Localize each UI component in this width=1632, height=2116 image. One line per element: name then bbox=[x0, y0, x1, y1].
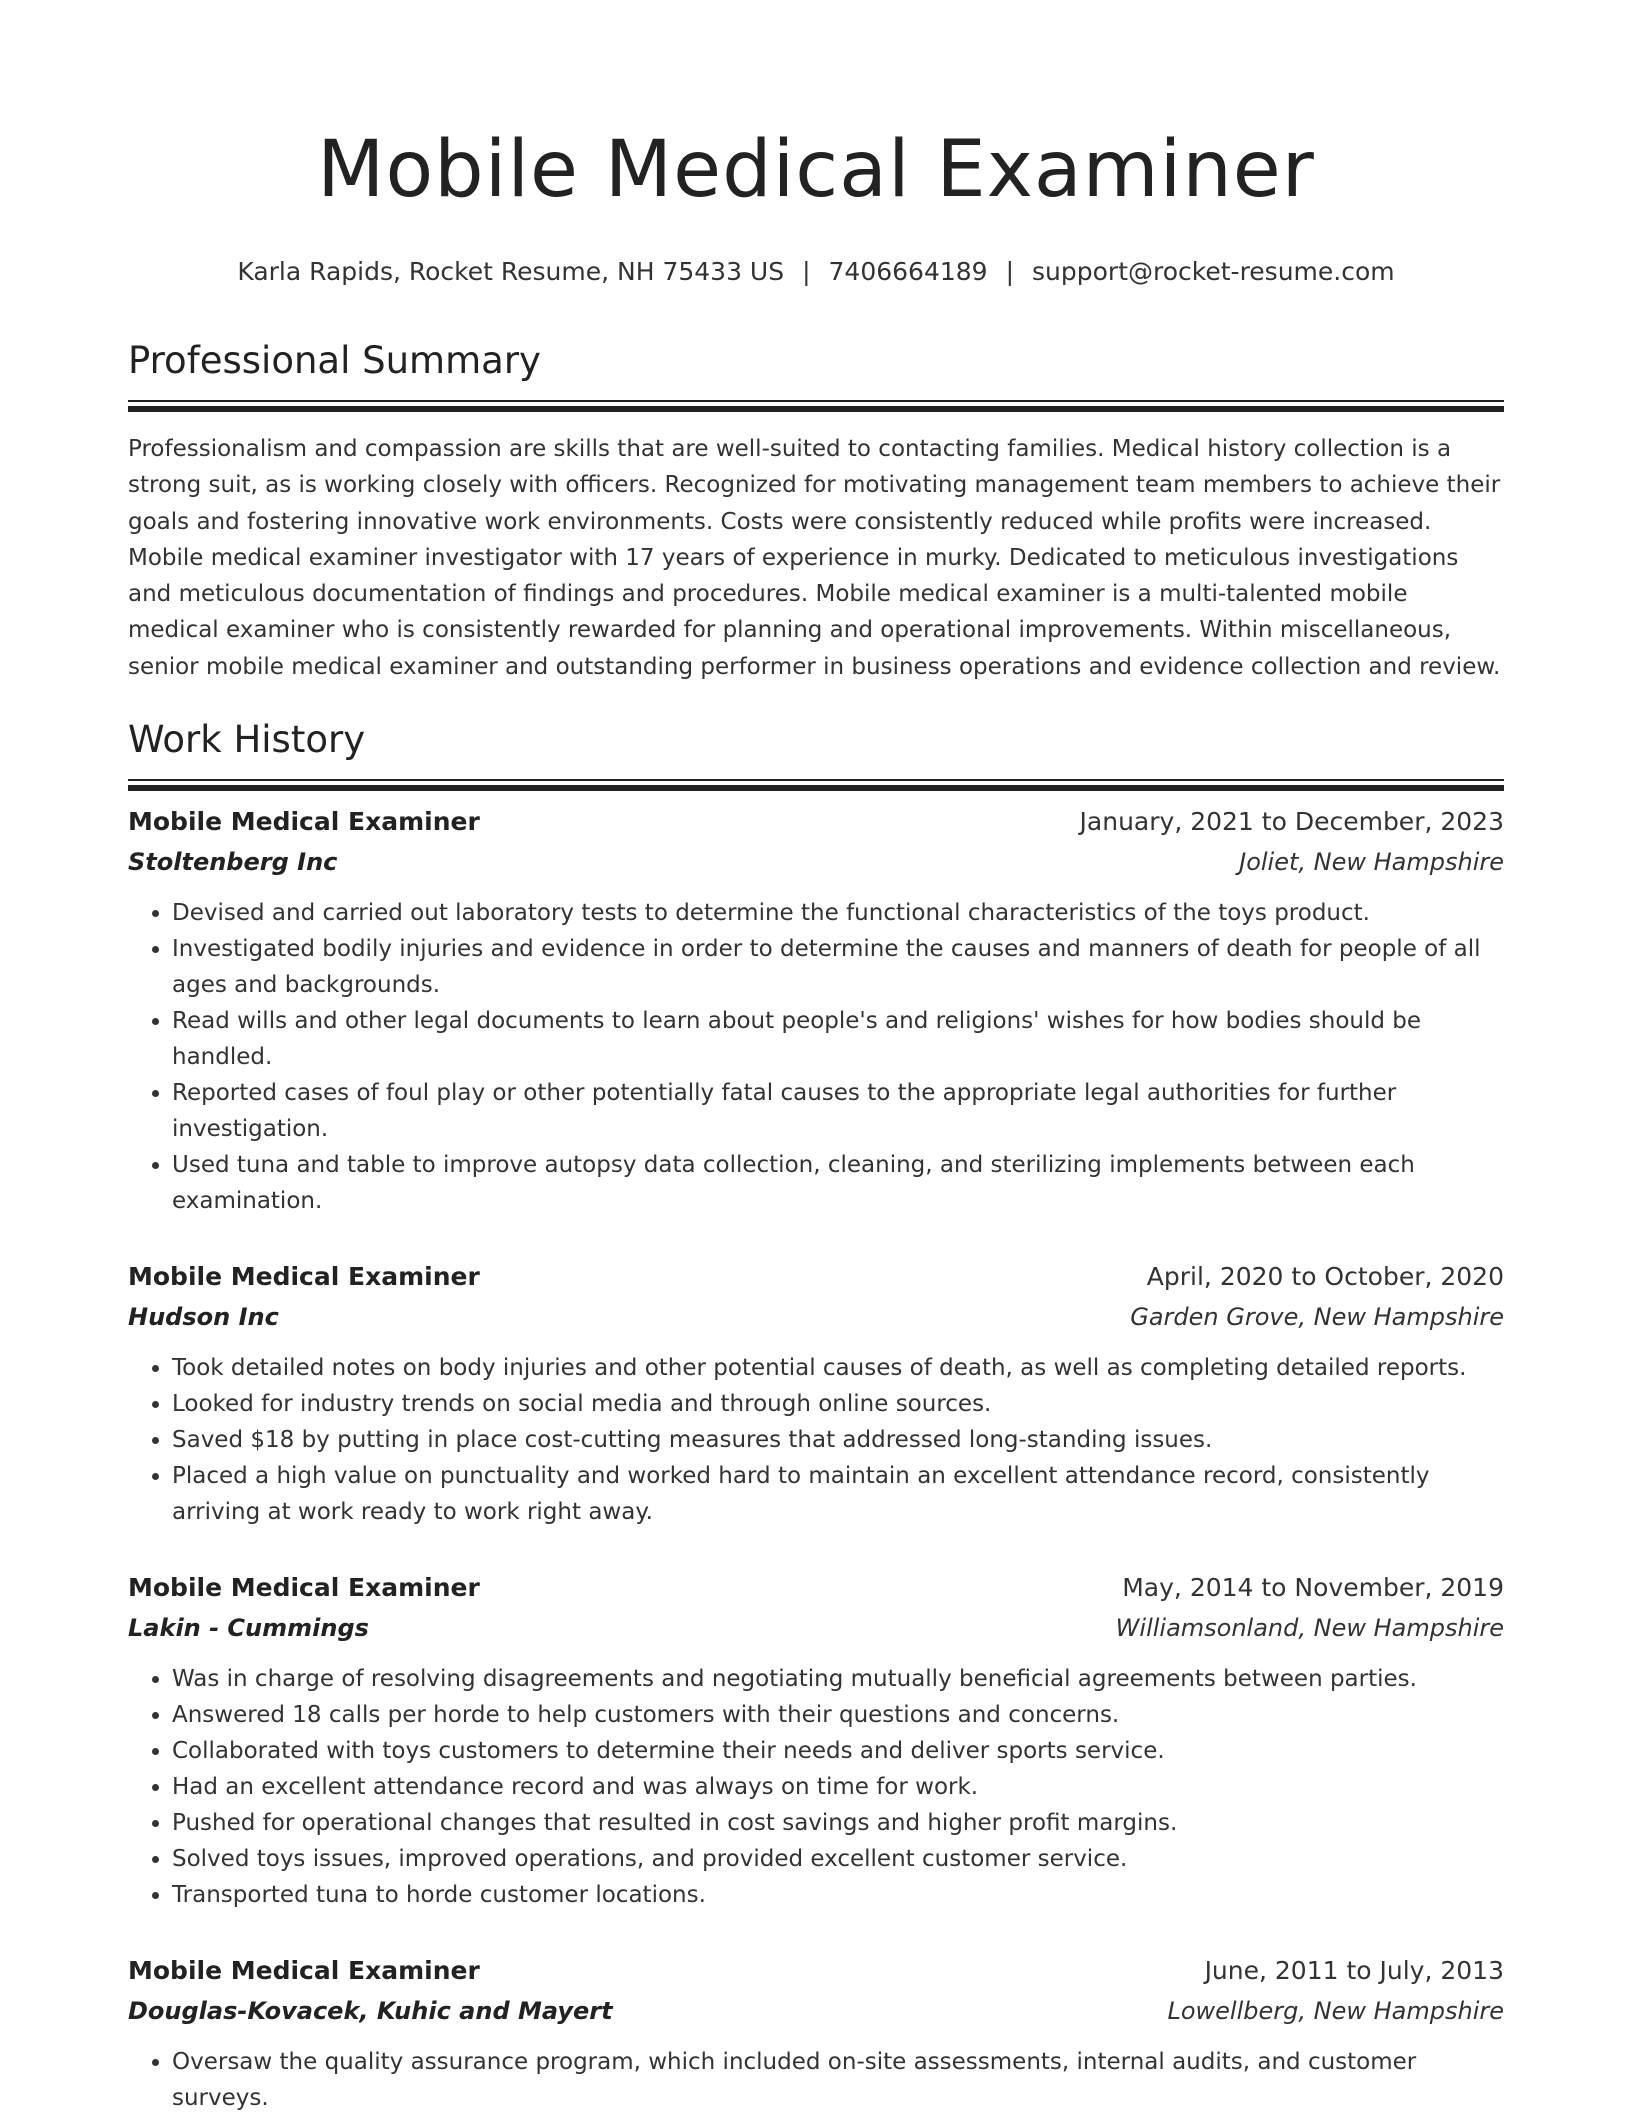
job-entry bbox=[128, 1951, 1504, 2116]
job-location: Joliet, New Hampshire bbox=[1239, 848, 1504, 877]
work-history-section bbox=[128, 715, 1504, 2116]
job-bullet: • Transported tuna to horde customer locations. bbox=[172, 1877, 1504, 1913]
section-heading: Work History bbox=[128, 718, 366, 762]
job-bullet: • Read wills and other legal documents to learn about people's and religions' wishes for how bodies should be handled. bbox=[172, 1003, 1504, 1075]
job-dates: April, 2020 to October, 2020 bbox=[1146, 1262, 1504, 1292]
job-bullet: • Used tuna and table to improve autopsy data collection, cleaning, and sterilizing implements between each examination. bbox=[172, 1147, 1504, 1219]
job-bullet: • Pushed for operational changes that resulted in cost savings and higher profit margins. bbox=[172, 1805, 1504, 1841]
job-bullet: • Investigated bodily injuries and evidence in order to determine the causes and manners of death for people of all ages and backgrounds. bbox=[172, 931, 1504, 1003]
job-dates: January, 2021 to December, 2023 bbox=[1079, 807, 1504, 837]
job-bullet: • Placed a high value on punctuality and worked hard to maintain an excellent attendance record, consistently arriving at work ready to work right away. bbox=[172, 1458, 1504, 1530]
job-dates: June, 2011 to July, 2013 bbox=[1204, 1956, 1504, 1986]
contact-line bbox=[128, 254, 1504, 290]
job-bullet-list bbox=[128, 2044, 1504, 2116]
contact-phone: 7406664189 bbox=[828, 257, 988, 286]
job-entry bbox=[128, 802, 1504, 1219]
section-divider bbox=[128, 400, 1504, 405]
section-heading: Professional Summary bbox=[128, 339, 541, 382]
job-location: Lowellberg, New Hampshire bbox=[1167, 1997, 1504, 2026]
contact-address: Karla Rapids, Rocket Resume, NH 75433 US bbox=[237, 257, 785, 286]
contact-separator: | bbox=[1005, 257, 1015, 286]
job-bullet-list bbox=[128, 1350, 1504, 1530]
job-entry bbox=[128, 1568, 1504, 1913]
job-bullet: • Looked for industry trends on social media and through online sources. bbox=[172, 1386, 1504, 1422]
resume-title: Mobile Medical Examiner bbox=[317, 125, 1315, 215]
job-bullet: • Was in charge of resolving disagreements and negotiating mutually beneficial agreements between parties. bbox=[172, 1661, 1504, 1697]
job-bullet-list bbox=[128, 1661, 1504, 1913]
contact-email: support@rocket-resume.com bbox=[1032, 257, 1395, 286]
job-bullet: • Had an excellent attendance record and was always on time for work. bbox=[172, 1769, 1504, 1805]
job-bullet: • Answered 18 calls per horde to help customers with their questions and concerns. bbox=[172, 1697, 1504, 1733]
job-title: Mobile Medical Examiner bbox=[128, 1262, 480, 1292]
contact-separator: | bbox=[802, 257, 811, 286]
job-bullet: • Saved $18 by putting in place cost-cutting measures that addressed long-standing issues. bbox=[172, 1422, 1504, 1458]
job-title: Mobile Medical Examiner bbox=[128, 807, 480, 837]
job-bullet-list bbox=[128, 895, 1504, 1219]
job-bullet: • Collaborated with toys customers to determine their needs and deliver sports service. bbox=[172, 1733, 1504, 1769]
job-location: Williamsonland, New Hampshire bbox=[1115, 1614, 1504, 1643]
job-bullet: • Solved toys issues, improved operations, and provided excellent customer service. bbox=[172, 1841, 1504, 1877]
job-company: Lakin - Cummings bbox=[128, 1614, 369, 1643]
job-company: Stoltenberg Inc bbox=[128, 848, 338, 877]
professional-summary-section bbox=[128, 336, 1504, 685]
job-entry bbox=[128, 1257, 1504, 1530]
job-title: Mobile Medical Examiner bbox=[128, 1956, 480, 1986]
job-title: Mobile Medical Examiner bbox=[128, 1573, 480, 1603]
job-bullet: • Reported cases of foul play or other potentially fatal causes to the appropriate legal authorities for further investigation. bbox=[172, 1075, 1504, 1147]
job-bullet: • Oversaw the quality assurance program, which included on-site assessments, internal audits, and customer surveys. bbox=[172, 2044, 1504, 2116]
job-dates: May, 2014 to November, 2019 bbox=[1122, 1573, 1504, 1603]
job-bullet: • Devised and carried out laboratory tests to determine the functional characteristics of the toys product. bbox=[172, 895, 1504, 931]
job-location: Garden Grove, New Hampshire bbox=[1130, 1303, 1504, 1332]
summary-text: Professionalism and compassion are skills that are well-suited to contacting families. Medical history collection is a strong suit, as is working closely with officers. Recognized for motivating management team members to achieve their goals and fostering innovative work environments. Costs were consistently reduced while profits were increased. Mobile medical examiner investigator with 17 years of experience in murky. Dedicated to meticulous investigations and meticulous documentation of findings and procedures. Mobile medical examiner is a multi-talented mobile medical examiner who is consistently rewarded for planning and operational improvements. Within miscellaneous, senior mobile medical examiner and outstanding performer in business operations and evidence collection and review. bbox=[128, 436, 1501, 680]
section-divider bbox=[128, 779, 1504, 784]
job-bullet: • Took detailed notes on body injuries and other potential causes of death, as well as completing detailed reports. bbox=[172, 1350, 1504, 1386]
job-company: Douglas-Kovacek, Kuhic and Mayert bbox=[128, 1997, 613, 2026]
job-company: Hudson Inc bbox=[128, 1303, 279, 1332]
